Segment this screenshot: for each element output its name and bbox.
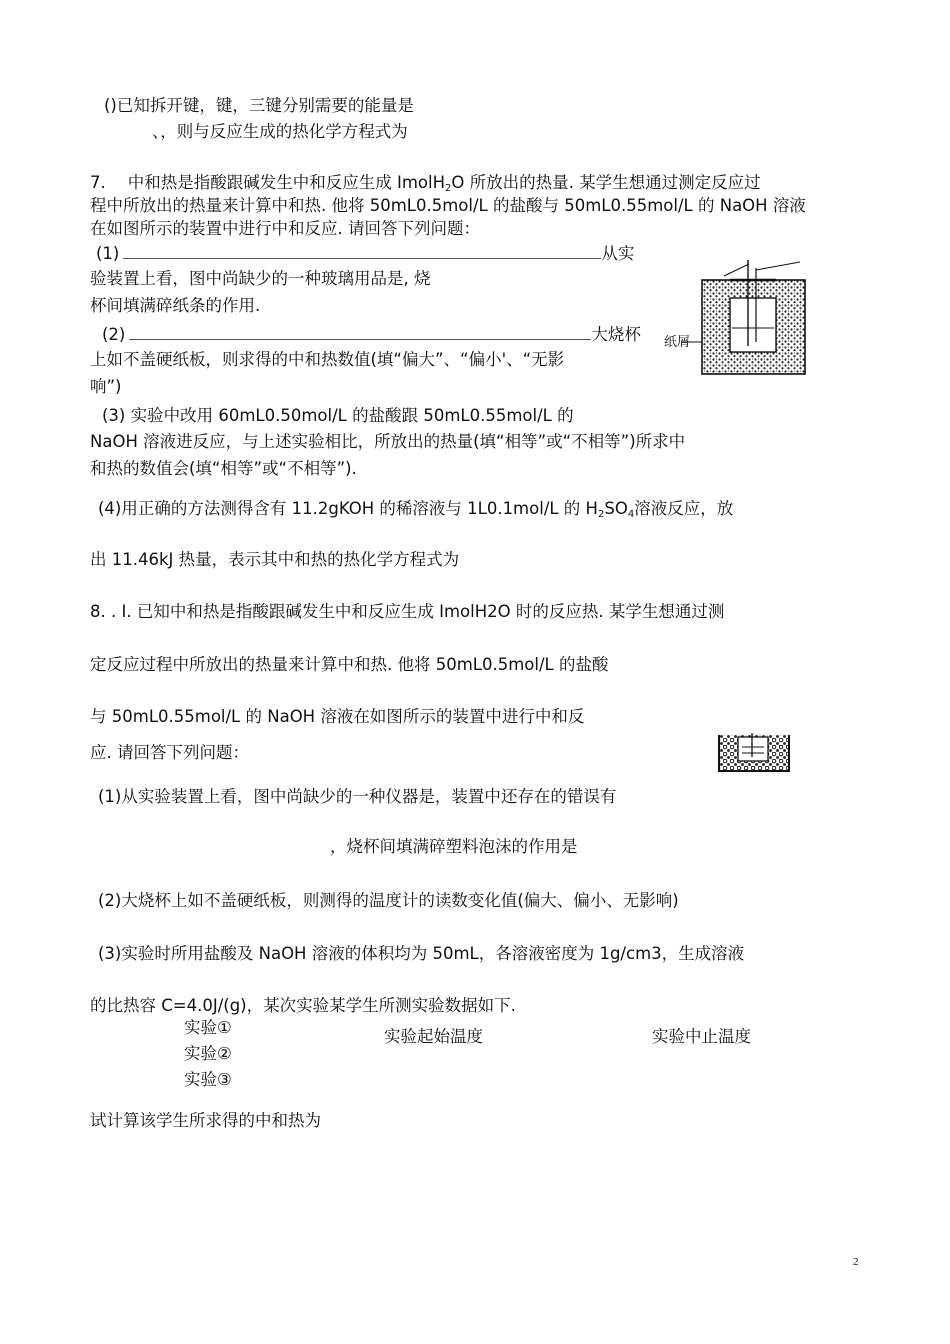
small-beaker bbox=[730, 298, 776, 352]
q7-part1-tail: 从实 bbox=[601, 244, 635, 263]
q7-part3-line-1: (3) 实验中改用 60mL0.50mol/L 的盐酸跟 50mL0.55mol/L 的 bbox=[102, 406, 574, 425]
q7-calorimeter-figure bbox=[664, 256, 814, 378]
page-number: 2 bbox=[853, 1256, 859, 1268]
q6-line-2: 、，则与反应生成的热化学方程式为 bbox=[152, 122, 408, 141]
q8-line-3: 与 50mL0.55mol/L 的 NaOH 溶液在如图所示的装置中进行中和反 bbox=[90, 707, 585, 726]
q8-part3-line-1: (3)实验时所用盐酸及 NaOH 溶液的体积均为 50mL，各溶液密度为 1g/cm3，生成溶液 bbox=[98, 944, 745, 963]
q8-part3-line-2: 的比热容 C=4.0J/(g)，某次实验某学生所测实验数据如下. bbox=[90, 996, 516, 1015]
paper-scraps-label: 纸屑 bbox=[664, 335, 691, 350]
q7-part3-line-3: 和热的数值会(填“相等”或“不相等”). bbox=[90, 459, 357, 478]
q7-part4-1a: (4)用正确的方法测得含有 11.2gKOH 的稀溶液与 1L0.1mol/L 的 H bbox=[98, 499, 598, 518]
q7-part4-line-1 bbox=[98, 498, 733, 520]
q8-final-question: 试计算该学生所求得的中和热为 bbox=[90, 1111, 321, 1130]
q7-part2-blank bbox=[129, 322, 591, 340]
q7-intro-line-2: 程中所放出的热量来计算中和热. 他将 50mL0.5mol/L 的盐酸与 50mL0.55mol/L 的 NaOH 溶液 bbox=[90, 196, 806, 215]
q7-part2-line-2: 上如不盖硬纸板，则求得的中和热数值(填“偏大”、“偏小'、“无影 bbox=[90, 350, 565, 369]
table-row-3-label: 实验③ bbox=[184, 1070, 232, 1089]
calorimeter-diagram bbox=[664, 256, 814, 378]
q8-part2: (2)大烧杯上如不盖硬纸板，则测得的温度计的读数变化值(偏大、偏小、无影响) bbox=[98, 891, 679, 910]
q7-part2-line-1 bbox=[102, 322, 641, 346]
q8-line-2: 定反应过程中所放出的热量来计算中和热. 他将 50mL0.5mol/L 的盐酸 bbox=[90, 655, 609, 674]
apparatus-diagram bbox=[716, 731, 792, 775]
q7-part2-line-3: 响”) bbox=[90, 377, 122, 396]
q7-part1-line-1 bbox=[96, 241, 634, 265]
table-header-end-temp: 实验中止温度 bbox=[652, 1027, 751, 1046]
q8-apparatus-figure bbox=[716, 731, 792, 775]
q7-intro-subscript: 2 bbox=[445, 183, 452, 194]
q7-part1-blank bbox=[123, 241, 601, 259]
q8-part1-line-2: ，烧杯间填满碎塑料泡沫的作用是 bbox=[330, 837, 578, 856]
q8-part1-line-1: (1)从实验装置上看，图中尚缺少的一种仪器是，装置中还存在的错误有 bbox=[98, 787, 617, 806]
q7-part3-line-2: NaOH 溶液进反应，与上述实验相比，所放出的热量(填“相等”或“不相等”)所求中 bbox=[90, 432, 686, 451]
q8-line-4: 应. 请回答下列问题： bbox=[90, 743, 249, 762]
q7-part4-sub-2: 4 bbox=[627, 509, 635, 520]
q7-part4-line-2: 出 11.46kJ 热量，表示其中和热的热化学方程式为 bbox=[90, 550, 460, 569]
q7-part1-line-2: 验装置上看，图中尚缺少的一种玻璃用品是, 烧 bbox=[90, 269, 431, 288]
q7-part4-1b: SO bbox=[604, 499, 628, 518]
table-row-2-label: 实验② bbox=[184, 1044, 232, 1063]
q7-intro-1b: O 所放出的热量. 某学生想通过测定反应过 bbox=[451, 173, 761, 192]
q7-number: 7. bbox=[90, 173, 106, 192]
table-header-start-temp: 实验起始温度 bbox=[384, 1027, 483, 1046]
q7-intro-1a: 中和热是指酸跟碱发生中和反应生成 ImolH bbox=[127, 173, 446, 192]
q6-line-1: ()已知拆开键，键，三键分别需要的能量是 bbox=[104, 96, 414, 115]
q7-part2-tail: 大烧杯 bbox=[591, 325, 641, 344]
q7-intro-line-3: 在如图所示的装置中进行中和反应. 请回答下列问题： bbox=[90, 219, 480, 238]
q7-intro-line-1 bbox=[90, 172, 761, 194]
table-row-1-label: 实验① bbox=[184, 1018, 232, 1037]
q7-part1-label: (1) bbox=[96, 244, 120, 263]
q7-part4-sub-1: 2 bbox=[597, 509, 605, 520]
q7-part1-line-3: 杯间填满碎纸条的作用. bbox=[90, 296, 261, 315]
q8-line-1: 8. . I. 已知中和热是指酸跟碱发生中和反应生成 ImolH2O 时的反应热. 某学生想通过测 bbox=[90, 602, 725, 621]
q7-part2-label: (2) bbox=[102, 325, 126, 344]
q7-part4-1c: 溶液反应，放 bbox=[634, 499, 734, 518]
